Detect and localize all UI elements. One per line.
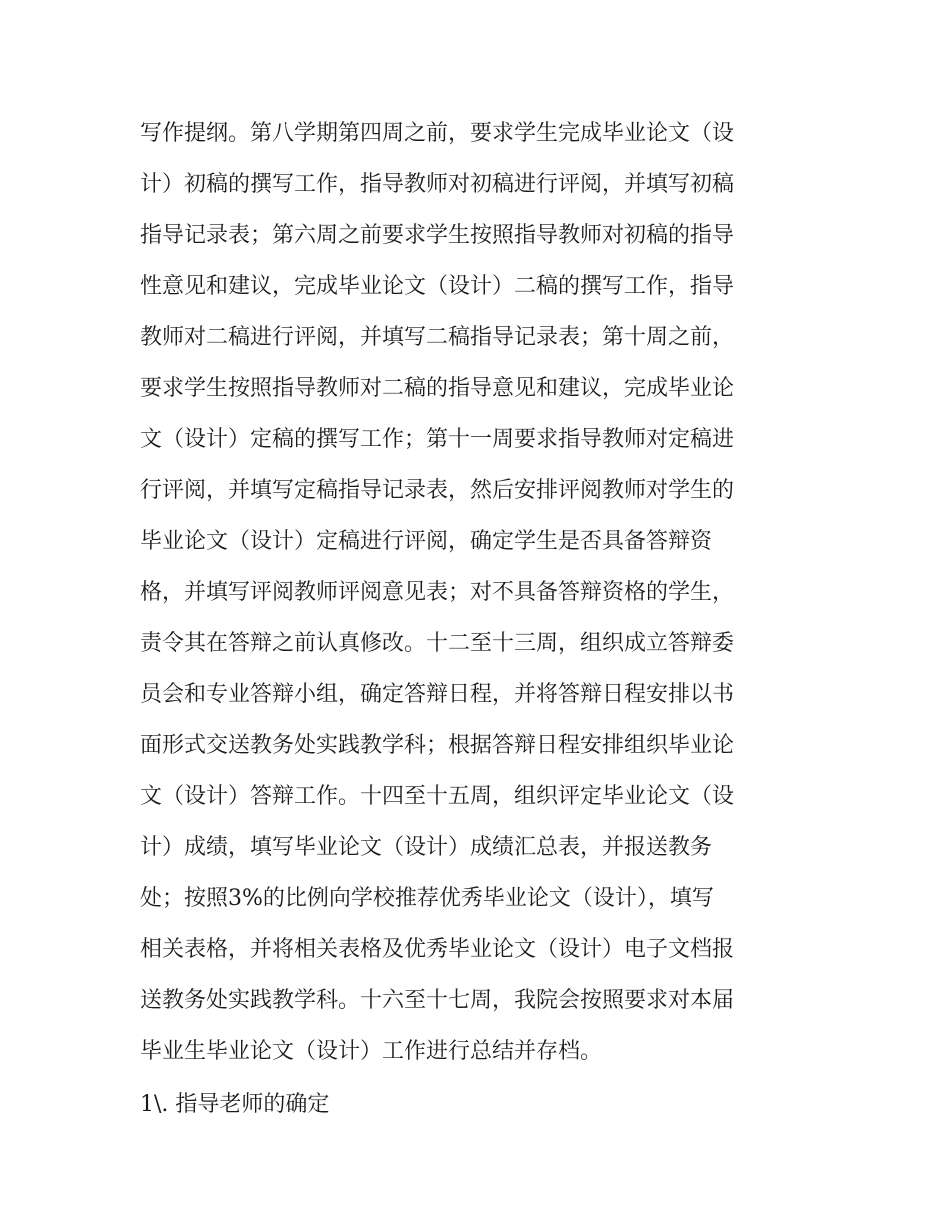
- paragraph-line: 毕业论文（设计）定稿进行评阅，确定学生是否具备答辩资: [140, 529, 713, 554]
- paragraph-line: 责令其在答辩之前认真修改。十二至十三周，组织成立答辩委: [140, 631, 735, 656]
- paragraph-line: 格，并填写评阅教师评阅意见表；对不具备答辩资格的学生，: [140, 580, 735, 605]
- paragraph-line: 文（设计）定稿的撰写工作；第十一周要求指导教师对定稿进: [140, 427, 735, 452]
- paragraph-line: 送教务处实践教学科。十六至十七周，我院会按照要求对本届: [140, 988, 735, 1013]
- paragraph-line: 计）初稿的撰写工作，指导教师对初稿进行评阅，并填写初稿: [140, 172, 735, 197]
- paragraph-line: 面形式交送教务处实践教学科；根据答辩日程安排组织毕业论: [140, 733, 735, 758]
- paragraph-line: 计）成绩，填写毕业论文（设计）成绩汇总表，并报送教务: [140, 835, 713, 860]
- paragraph-line: 文（设计）答辩工作。十四至十五周，组织评定毕业论文（设: [140, 784, 735, 809]
- paragraph-line: 处；按照3%的比例向学校推荐优秀毕业论文（设计），填写: [140, 886, 714, 911]
- paragraph-line: 教师对二稿进行评阅，并填写二稿指导记录表；第十周之前，: [140, 325, 735, 350]
- paragraph-line: 指导记录表；第六周之前要求学生按照指导教师对初稿的指导: [140, 223, 735, 248]
- paragraph-line: 要求学生按照指导教师对二稿的指导意见和建议，完成毕业论: [140, 376, 735, 401]
- section-heading: 1\. 指导老师的确定: [140, 1092, 330, 1117]
- paragraph-line: 性意见和建议，完成毕业论文（设计）二稿的撰写工作，指导: [140, 274, 735, 299]
- document-body: [140, 108, 812, 1130]
- paragraph-line: 写作提纲。第八学期第四周之前，要求学生完成毕业论文（设: [140, 121, 735, 146]
- paragraph-line: 相关表格，并将相关表格及优秀毕业论文（设计）电子文档报: [140, 937, 735, 962]
- paragraph-line: 行评阅，并填写定稿指导记录表，然后安排评阅教师对学生的: [140, 478, 735, 503]
- paragraph-line: 毕业生毕业论文（设计）工作进行总结并存档。: [140, 1039, 603, 1064]
- paragraph-line: 员会和专业答辩小组，确定答辩日程，并将答辩日程安排以书: [140, 682, 735, 707]
